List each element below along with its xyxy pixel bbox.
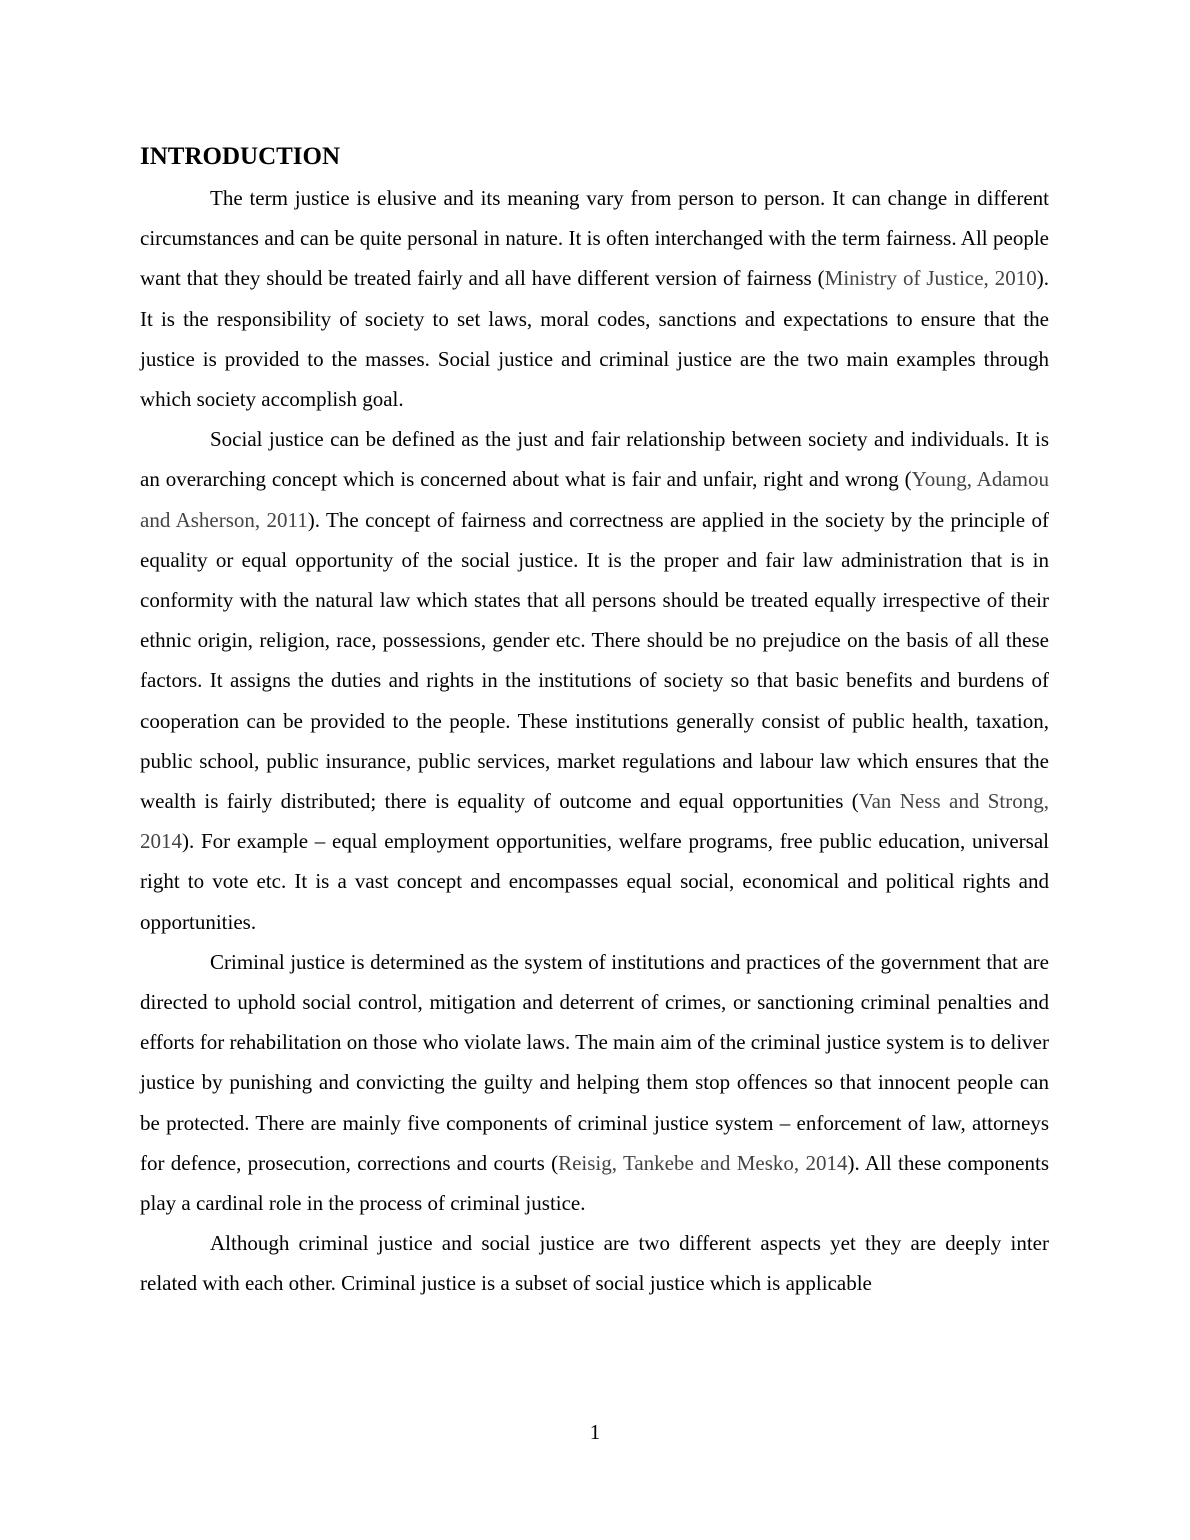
paragraph-text: ). It is the responsibility of society to set laws, moral codes, sanctions and expectations to ensure that the justice is provided to the masses. Social justice and criminal justice are the two main examples through which society accomplish goal. (140, 266, 1049, 412)
paragraph-text: Although criminal justice and social justice are two different aspects yet they are deeply inter related with each other. Criminal justice is a subset of social justice which is applicable (140, 1231, 1049, 1296)
paragraph-text: ). All these components play a cardinal role in the process of criminal justice. (140, 1150, 1049, 1216)
paragraph-3 (140, 942, 1049, 1223)
citation-van-ness-strong: Van Ness and Strong, 2014 (140, 789, 1049, 854)
citation-young-adamou-asherson: Young, Adamou and Asherson, 2011 (140, 467, 1049, 532)
page-content (140, 140, 1049, 1304)
section-heading: INTRODUCTION (140, 143, 341, 170)
paragraph-text: ). For example – equal employment opportunities, welfare programs, free public education, universal right to vote etc. It is a vast concept and encompasses equal social, economical and political rights and opportunities. (140, 829, 1049, 934)
page-number: 1 (589, 1420, 601, 1444)
paragraph-text: Social justice can be defined as the just and fair relationship between society and individuals. It is an overarching concept which is concerned about what is fair and unfair, right and wrong ( (140, 427, 1049, 492)
paragraph-4 (140, 1223, 1049, 1303)
paragraph-text: The term justice is elusive and its meaning vary from person to person. It can change in different circumstances and can be quite personal in nature. It is often interchanged with the term fairness. All people want that they should be treated fairly and all have different version of fairness ( (140, 186, 1049, 291)
paragraph-2 (140, 419, 1049, 942)
paragraph-text: Criminal justice is determined as the system of institutions and practices of the government that are directed to uphold social control, mitigation and deterrent of crimes, or sanctioning criminal penalties and efforts for rehabilitation on those who violate laws. The main aim of the criminal justice system is to deliver justice by punishing and convicting the guilty and helping them stop offences so that innocent people can be protected. There are mainly five components of criminal justice system – enforcement of law, attorneys for defence, prosecution, corrections and courts ( (140, 949, 1049, 1175)
citation-reisig-tankebe-mesko: Reisig, Tankebe and Mesko, 2014 (558, 1150, 848, 1175)
citation-ministry-of-justice: Ministry of Justice, 2010 (824, 266, 1037, 291)
paragraph-1 (140, 178, 1049, 419)
paragraph-text: ). The concept of fairness and correctness are applied in the society by the principle of equality or equal opportunity of the social justice. It is the proper and fair law administration that is in conformity with the natural law which states that all persons should be treated equally irrespective of their ethnic origin, religion, race, possessions, gender etc. There should be no prejudice on the basis of all these factors. It assigns the duties and rights in the institutions of society so that basic benefits and burdens of cooperation can be provided to the people. These institutions generally consist of public health, taxation, public school, public insurance, public services, market regulations and labour law which ensures that the wealth is fairly distributed; there is equality of outcome and equal opportunities ( (140, 507, 1049, 814)
